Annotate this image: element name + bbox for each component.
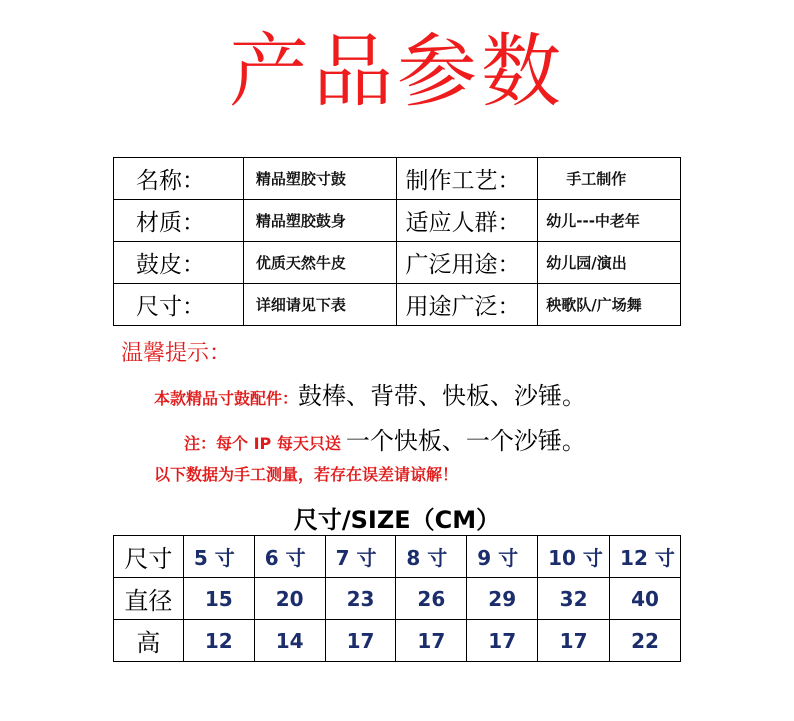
param-value: 精品塑胶鼓身 (243, 200, 397, 242)
table-cell: 20 (254, 578, 325, 620)
size-table-title: 尺寸/SIZE（CM） (293, 506, 501, 534)
size-header-cell: 12 寸 (610, 536, 681, 578)
table-cell: 29 (467, 578, 538, 620)
size-header-cell: 6 寸 (254, 536, 325, 578)
gift-note (184, 421, 586, 456)
param-value: 秧歌队/广场舞 (538, 284, 681, 326)
size-header-cell: 7 寸 (325, 536, 396, 578)
gift-items: 一个快板、一个沙锤。 (345, 427, 586, 455)
table-row (114, 242, 681, 284)
table-row (114, 284, 681, 326)
param-label: 尺寸： (114, 284, 244, 326)
param-value: 幼儿---中老年 (538, 200, 681, 242)
tips-heading: 温馨提示： (121, 341, 232, 366)
table-cell: 22 (610, 620, 681, 662)
accessories-note (154, 376, 586, 411)
table-cell: 23 (325, 578, 396, 620)
table-cell: 26 (396, 578, 467, 620)
table-cell: 12 (183, 620, 254, 662)
table-cell: 14 (254, 620, 325, 662)
table-row (114, 158, 681, 200)
gift-label: 注：每个 IP 每天只送 (184, 434, 341, 453)
param-value: 详细请见下表 (243, 284, 397, 326)
size-header-label: 尺寸 (114, 536, 184, 578)
measurement-disclaimer: 以下数据为手工测量，若存在误差请谅解！ (154, 465, 459, 484)
table-cell: 15 (183, 578, 254, 620)
param-value: 精品塑胶寸鼓 (243, 158, 397, 200)
table-cell: 17 (538, 620, 610, 662)
page-title: 产品参数 (229, 25, 565, 118)
param-value: 幼儿园/演出 (538, 242, 681, 284)
table-cell: 32 (538, 578, 610, 620)
table-row (114, 200, 681, 242)
size-header-cell: 10 寸 (538, 536, 610, 578)
size-header-row (114, 536, 681, 578)
table-cell: 40 (610, 578, 681, 620)
param-label: 用途广泛： (397, 284, 538, 326)
param-value: 优质天然牛皮 (243, 242, 397, 284)
table-cell: 17 (396, 620, 467, 662)
table-cell: 17 (467, 620, 538, 662)
size-header-cell: 8 寸 (396, 536, 467, 578)
param-label: 制作工艺： (397, 158, 538, 200)
row-label: 直径 (114, 578, 184, 620)
size-header-cell: 9 寸 (467, 536, 538, 578)
param-label: 名称： (114, 158, 244, 200)
table-row (114, 620, 681, 662)
param-label: 广泛用途： (397, 242, 538, 284)
param-value: 手工制作 (538, 158, 681, 200)
accessories-list: 鼓棒、背带、快板、沙锤。 (298, 382, 587, 410)
param-label: 适应人群： (397, 200, 538, 242)
table-cell: 17 (325, 620, 396, 662)
product-params-table (113, 157, 681, 326)
param-label: 材质： (114, 200, 244, 242)
param-label: 鼓皮： (114, 242, 244, 284)
size-header-cell: 5 寸 (183, 536, 254, 578)
row-label: 高 (114, 620, 184, 662)
size-table (113, 535, 681, 662)
accessories-label: 本款精品寸鼓配件： (154, 389, 299, 408)
table-row (114, 578, 681, 620)
